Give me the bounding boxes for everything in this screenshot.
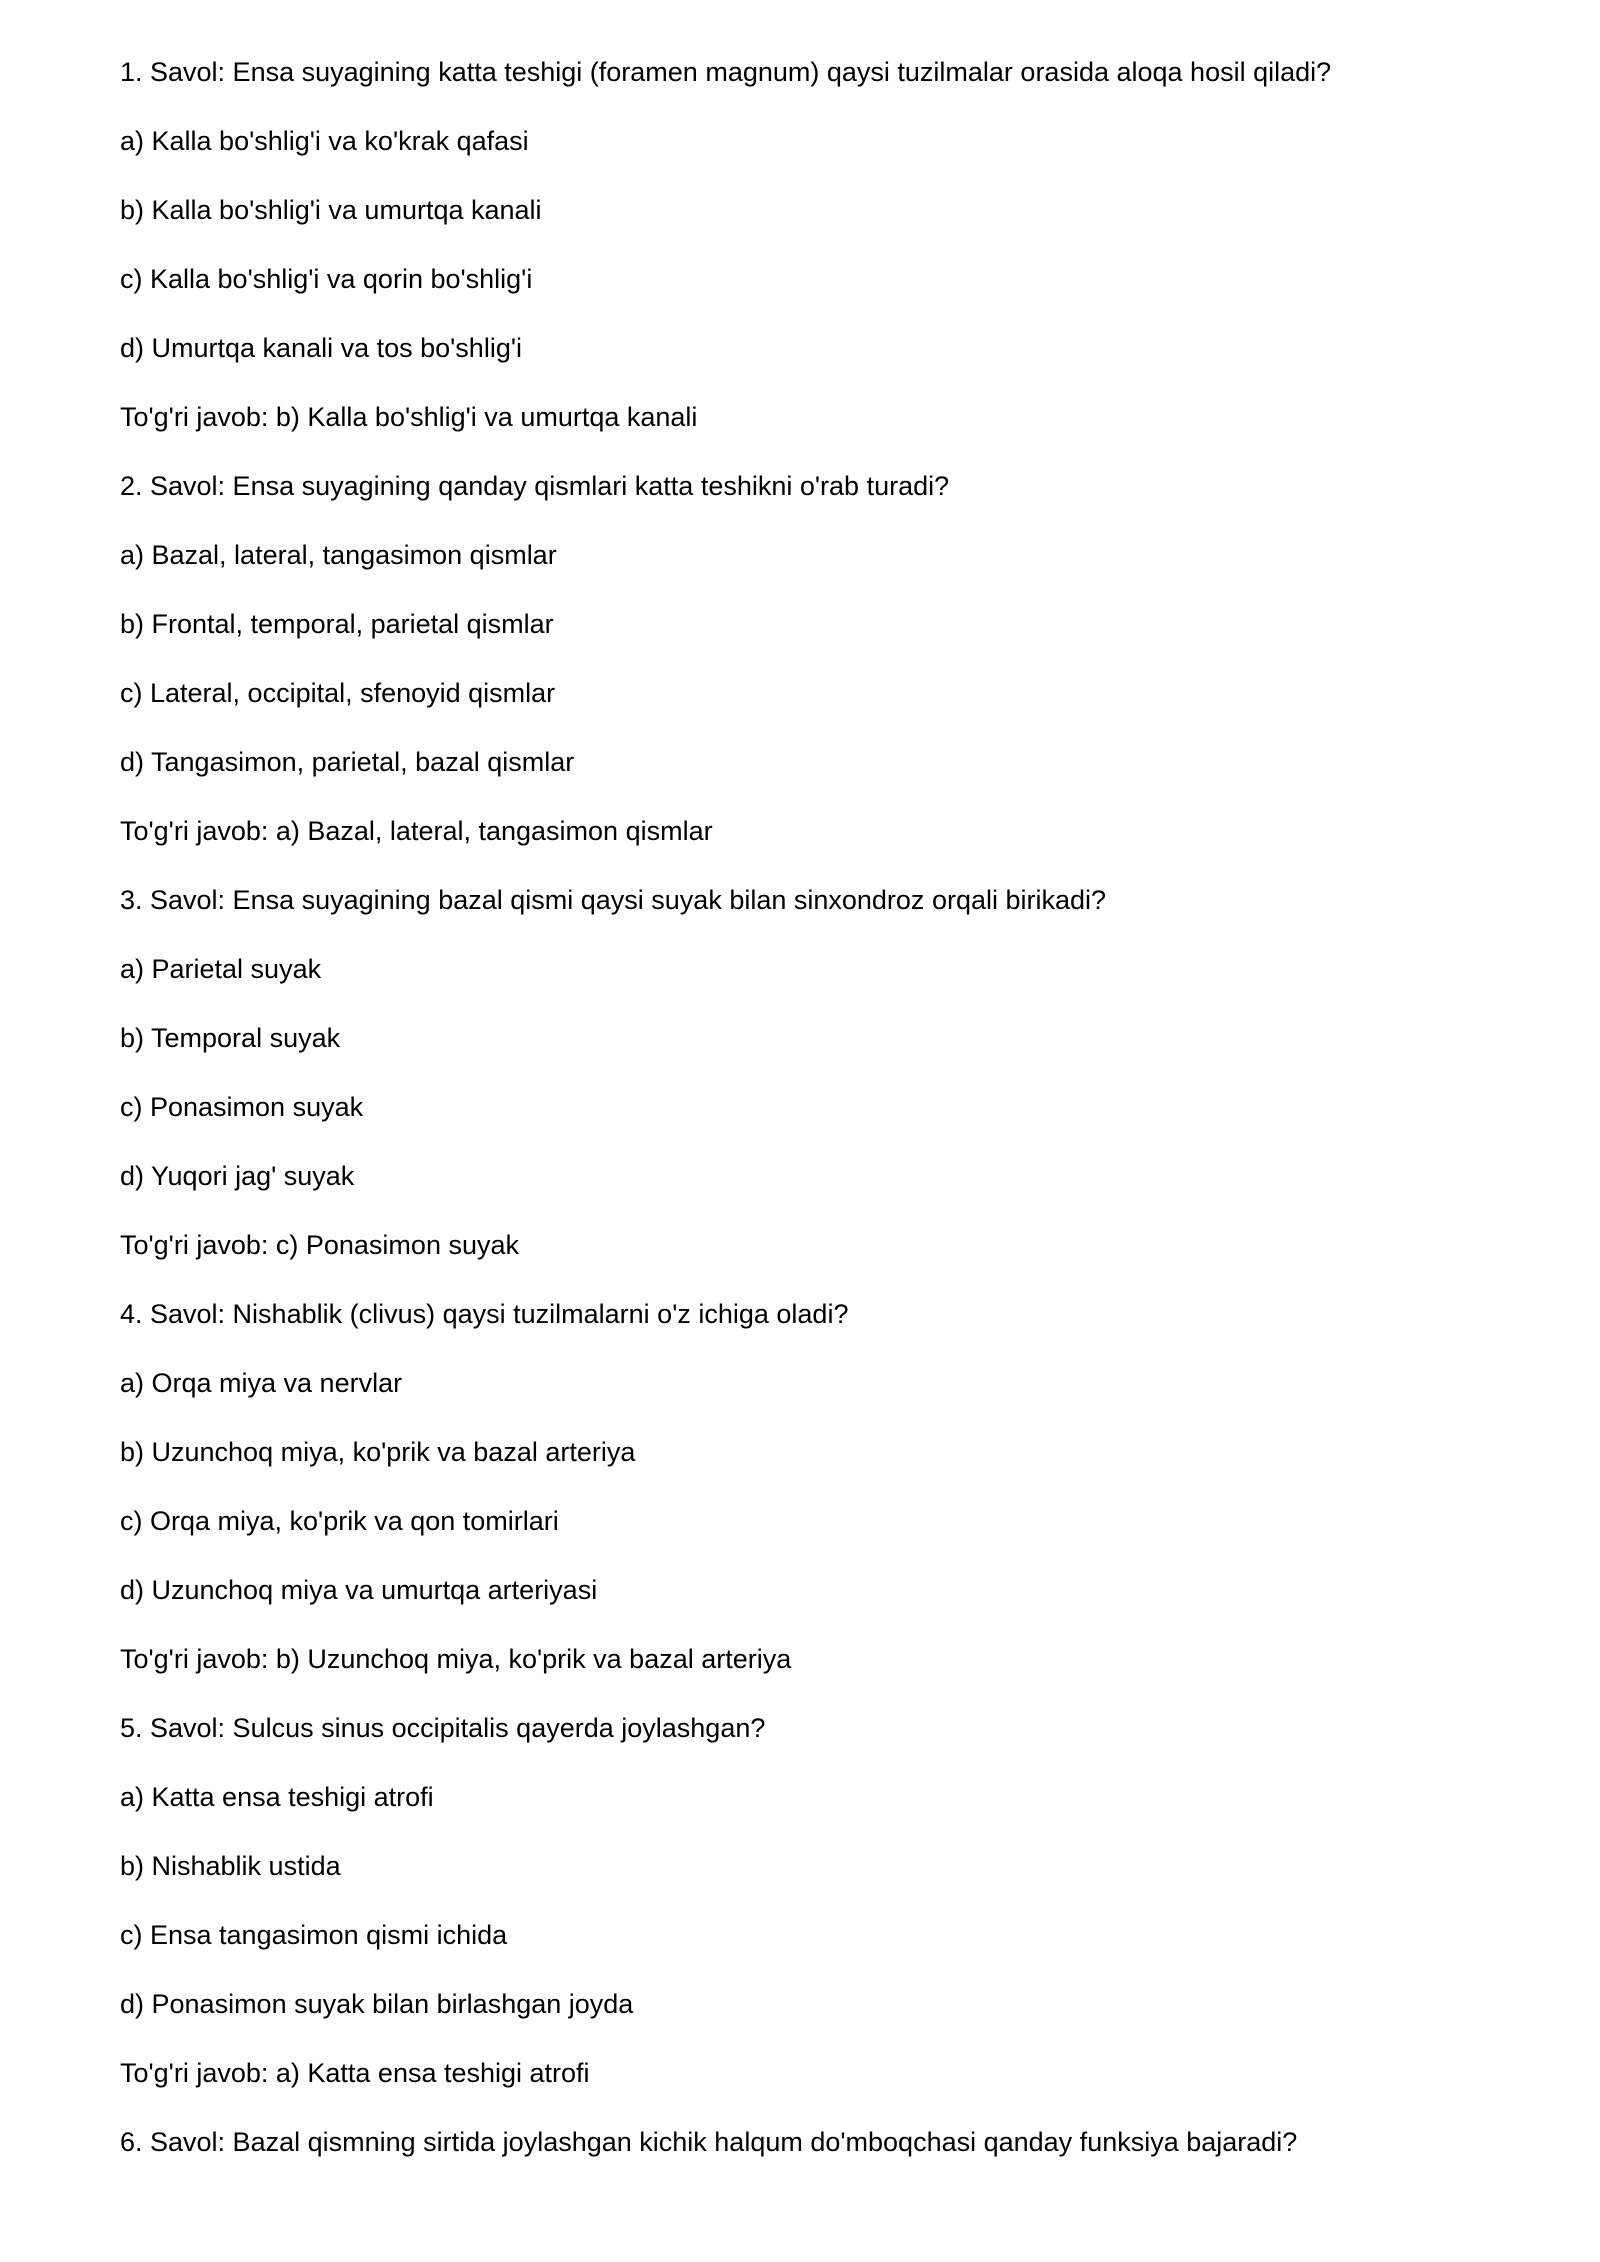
question-2-option-d: d) Tangasimon, parietal, bazal qismlar: [120, 747, 575, 777]
question-5-answer: To'g'ri javob: a) Katta ensa teshigi atrofi: [120, 2058, 590, 2088]
question-2-option-a: a) Bazal, lateral, tangasimon qismlar: [120, 540, 557, 570]
question-1-option-d: d) Umurtqa kanali va tos bo'shlig'i: [120, 333, 522, 363]
question-4-answer: To'g'ri javob: b) Uzunchoq miya, ko'prik va bazal arteriya: [120, 1644, 792, 1674]
question-1-option-c: c) Kalla bo'shlig'i va qorin bo'shlig'i: [120, 264, 533, 294]
question-5: 5. Savol: Sulcus sinus occipitalis qayerda joylashgan?: [120, 1713, 766, 1743]
question-3-option-b: b) Temporal suyak: [120, 1023, 341, 1053]
question-3-option-c: c) Ponasimon suyak: [120, 1092, 364, 1122]
quiz-content: [120, 58, 1500, 2197]
question-3-answer: To'g'ri javob: c) Ponasimon suyak: [120, 1230, 519, 1260]
question-1-option-a: a) Kalla bo'shlig'i va ko'krak qafasi: [120, 126, 529, 156]
question-5-option-d: d) Ponasimon suyak bilan birlashgan joyda: [120, 1989, 634, 2019]
question-3-option-d: d) Yuqori jag' suyak: [120, 1161, 355, 1191]
question-6: 6. Savol: Bazal qismning sirtida joylashgan kichik halqum do'mboqchasi qanday funksiya bajaradi?: [120, 2127, 1298, 2157]
question-4-option-d: d) Uzunchoq miya va umurtqa arteriyasi: [120, 1575, 598, 1605]
question-4-option-a: a) Orqa miya va nervlar: [120, 1368, 403, 1398]
question-1-answer: To'g'ri javob: b) Kalla bo'shlig'i va umurtqa kanali: [120, 402, 698, 432]
question-5-option-c: c) Ensa tangasimon qismi ichida: [120, 1920, 508, 1950]
question-2: 2. Savol: Ensa suyagining qanday qismlari katta teshikni o'rab turadi?: [120, 471, 950, 501]
question-3-option-a: a) Parietal suyak: [120, 954, 322, 984]
question-4: 4. Savol: Nishablik (clivus) qaysi tuzilmalarni o'z ichiga oladi?: [120, 1299, 849, 1329]
question-4-option-b: b) Uzunchoq miya, ko'prik va bazal arteriya: [120, 1437, 636, 1467]
question-2-answer: To'g'ri javob: a) Bazal, lateral, tangasimon qismlar: [120, 816, 713, 846]
question-2-option-b: b) Frontal, temporal, parietal qismlar: [120, 609, 554, 639]
question-4-option-c: c) Orqa miya, ko'prik va qon tomirlari: [120, 1506, 559, 1536]
question-1-option-b: b) Kalla bo'shlig'i va umurtqa kanali: [120, 195, 542, 225]
question-1: 1. Savol: Ensa suyagining katta teshigi (foramen magnum) qaysi tuzilmalar orasida aloqa hosil qiladi?: [120, 57, 1332, 87]
question-5-option-a: a) Katta ensa teshigi atrofi: [120, 1782, 434, 1812]
question-5-option-b: b) Nishablik ustida: [120, 1851, 341, 1881]
question-2-option-c: c) Lateral, occipital, sfenoyid qismlar: [120, 678, 556, 708]
question-3: 3. Savol: Ensa suyagining bazal qismi qaysi suyak bilan sinxondroz orqali birikadi?: [120, 885, 1107, 915]
